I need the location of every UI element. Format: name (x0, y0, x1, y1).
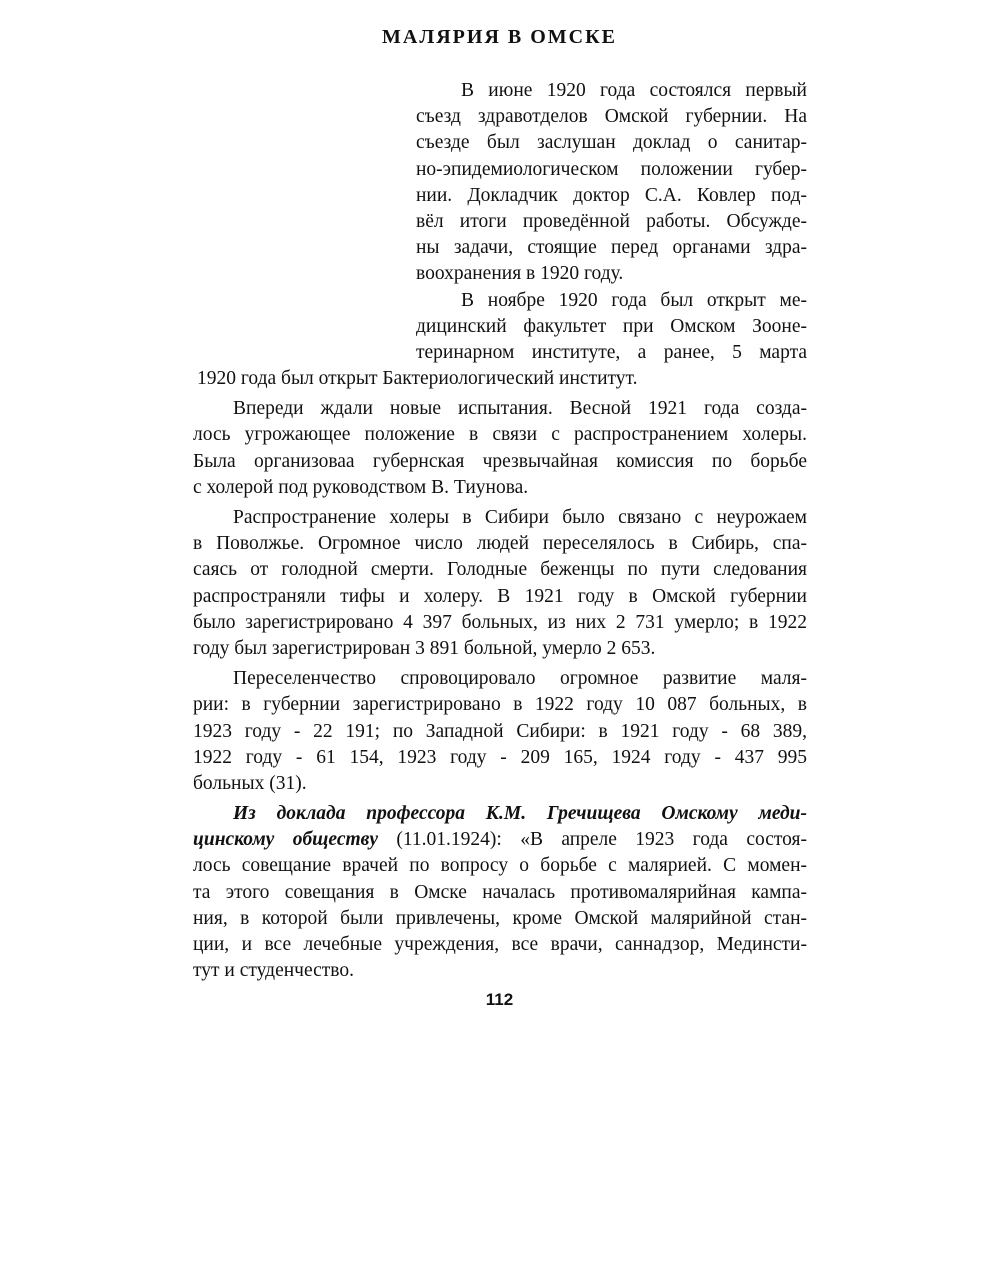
text-line: съезде был заслушан доклад о санитар- (416, 132, 807, 154)
text-line: Впереди ждали новые испытания. Весной 1921 года созда- (233, 398, 807, 420)
text-line: Переселенчество спровоцировало огромное развитие маля- (233, 668, 807, 690)
text-line: Была организоваа губернская чрезвычайная комиссия по борьбе (193, 450, 807, 472)
text-line: 1923 году - 22 191; по Западной Сибири: в 1921 году - 68 389, (193, 720, 807, 742)
text-line: ны задачи, стоящие перед органами здра- (416, 237, 807, 259)
text-line: съезд здравотделов Омской губернии. На (416, 106, 807, 128)
text-line: та этого совещания в Омске началась противомалярийная кампа- (193, 881, 807, 903)
page-number: 112 (485, 990, 514, 1009)
text-line: лось угрожающее положение в связи с распространением холеры. (193, 424, 807, 446)
running-header: МАЛЯРИЯ В ОМСКЕ (382, 26, 617, 48)
text-line: лось совещание врачей по вопросу о борьбе с малярией. С момен- (193, 855, 807, 877)
report-date: (11.01.1924): «В апреле 1923 года состоя- (378, 829, 807, 851)
text-line: году был зарегистрирован 3 891 больной, умерло 2 653. (193, 637, 656, 659)
text-line: с холерой под руководством В. Тиунова. (193, 476, 529, 498)
text-line: 1920 года был открыт Бактериологический институт. (197, 368, 638, 390)
text-line: воохранения в 1920 году. (416, 263, 624, 285)
body-text (193, 78, 807, 984)
text-line: но-эпидемиологическом положении губер- (416, 158, 807, 180)
report-citation-heading: Из доклада профессора К.М. Гречищева Омскому меди- (233, 803, 807, 825)
text-line: вёл итоги проведённой работы. Обсужде- (416, 210, 807, 232)
text-line: 1922 году - 61 154, 1923 году - 209 165, 1924 году - 437 995 (193, 746, 807, 768)
text-line (193, 827, 807, 853)
text-line: распространяли тифы и холеру. В 1921 году в Омской губернии (193, 585, 807, 607)
text-line: ции, и все лечебные учреждения, все врачи, саннадзор, Мединсти- (193, 934, 807, 955)
text-line: дицинский факультет при Омском Зооне- (416, 315, 807, 337)
text-line: В июне 1920 года состоялся первый (461, 80, 807, 101)
text-line: в Поволжье. Огромное число людей переселялось в Сибирь, спа- (193, 533, 807, 555)
text-line: саясь от голодной смерти. Голодные беженцы по пути следования (193, 559, 807, 581)
text-line: больных (31). (193, 772, 307, 794)
text-line: В ноябре 1920 года был открыт ме- (461, 289, 807, 311)
text-line: было зарегистрировано 4 397 больных, из них 2 731 умерло; в 1922 (193, 611, 807, 633)
text-line: тут и студенчество. (193, 960, 354, 982)
text-line: нии. Докладчик доктор С.А. Ковлер под- (416, 184, 807, 206)
text-line: ния, в которой были привлечены, кроме Омской малярийной стан- (193, 907, 807, 929)
text-line: рии: в губернии зарегистрировано в 1922 году 10 087 больных, в (193, 694, 807, 716)
report-citation-heading-end: цинскому обществу (193, 829, 379, 851)
text-line: Распространение холеры в Сибири было связано с неурожаем (233, 507, 807, 528)
text-line: теринарном институте, а ранее, 5 марта (416, 341, 807, 363)
